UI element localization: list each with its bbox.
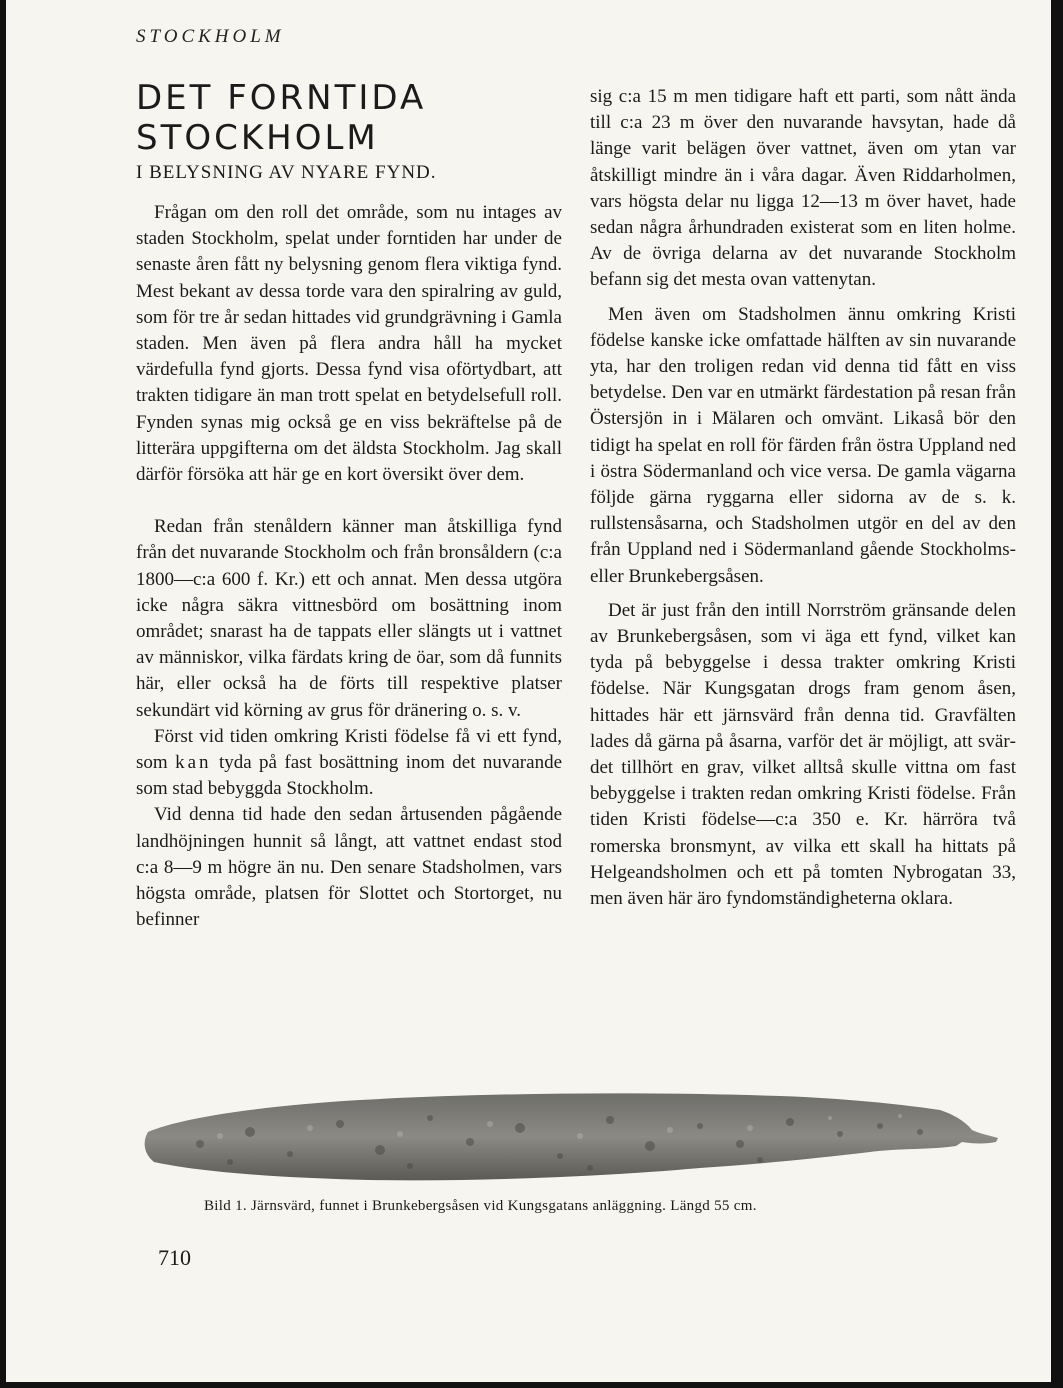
running-head: STOCKHOLM [136,26,285,47]
article-subtitle: I BELYSNING AV NYARE FYND. [136,162,437,183]
article-title: DET FORNTIDA STOCKHOLM [136,78,427,158]
page-number: 710 [158,1245,191,1270]
sword-blade [145,1093,998,1180]
figure-caption: Bild 1. Järnsvärd, funnet i Brunkebergsåsen vid Kungsgatans anläggning. Längd 55 cm. [204,1198,757,1214]
right-paragraph-3: Det är just från den intill Norrström gränsande delen av Brunkebergsåsen, som vi äga ett fynd, vilket kan tyda på bebyggelse i dessa trakter omkring Kristi födelse. När Kungsgatan drogs fram genom åsen, hittades här ett järnsvärd från denna tid. Gravfälten lades då gärna på åsarna, varför det är möjligt, att svärdet tillhört en grav, vilket alltså skulle vittna om fast bebyggelse i trakten redan omkring Kristi födelse. Från tiden Kristi födelse—c:a 350 e. Kr. härröra två romerska bronsmynt, av vilka ett skall ha hittats på Helgeandsholmen och ett på tomten Nybrogatan 33, men även här äro fyndomständigheterna oklara. [590,599,1016,910]
left-paragraph-4: Vid denna tid hade den sedan årtusenden pågående landhöjningen hunnit så långt, att vattnet endast stod c:a 8—9 m högre än nu. Den senare Stadsholmen, vars högsta område, platsen för Slottet och Stortorget, nu befinner [136,804,562,931]
scan-edge-bottom [0,1382,1063,1388]
iron-sword-photo [140,1084,1000,1194]
left-paragraph-3 [136,724,562,803]
right-paragraph-2: Men även om Stadsholmen ännu omkring Kristi födelse kanske icke omfattade hälften av sin nuvarande yta, har den troligen redan vid denna tid fått en viss betydelse. Den var en utmärkt färdestation på resan från Östersjön in i Mälaren och omvänt. Likaså bör den tidigt ha spelat en roll för färden från östra Uppland ned i östra Södermanland och vice versa. De gamla vägarna följde gärna ryggarna eller sidorna av de s. k. rullstensåsarna, och Stadsholmen utgör en del av den från Uppland ned i Södermanland gående Stockholms- eller Brunkebergsåsen. [590,303,1016,587]
scan-edge-right [1051,0,1063,1388]
paragraph-text: tyda på fast bosättning inom det nuvarande som stad bebyggda Stockholm. [136,752,563,800]
emphasized-word: kan [175,752,212,774]
scan-edge-left [0,0,6,1388]
right-paragraph-1: sig c:a 15 m men tidigare haft ett parti, som nått ända till c:a 23 m över den nuvarande havsytan, hade då länge varit belägen över vattnet, även om ytan var åtskilligt mindre än i våra dagar. Även Riddarholmen, vars högsta delar nu ligga 12—13 m över havet, hade sedan några århundraden existerat som en liten holme. Av de övriga delarna av det nuvarande Stockholm befann sig det mesta ovan vattenytan. [590,86,1016,291]
left-paragraph-1: Frågan om den roll det område, som nu intages av staden Stockholm, spelat under forntiden har under de senaste åren fått ny belysning genom flera viktiga fynd. Mest bekant av dessa torde vara den spiralring av guld, som för tre år sedan hittades vid grundgrävning i Gamla staden. Men även på flera andra håll ha mycket värdefulla fynd gjorts. Dessa fynd visa oförtydbart, att trakten tidigare än man trott spelat en betydelsefull roll. Fynden synas mig också ge en viss bekräftelse på de litterära uppgifterna om det äldsta Stockholm. Jag skall därför försöka att här ge en kort översikt över dem. [136,202,562,486]
left-paragraph-2: Redan från stenåldern känner man åtskilliga fynd från det nuvarande Stockholm och från bronsåldern (c:a 1800—c:a 600 f. Kr.) ett och annat. Men dessa utgöra icke några säkra vittnesbörd om bosättning inom området; snarast ha de tappats eller slängts ut i vattnet av människor, vilka färdats kring de öar, som då funnits här, eller också ha de förts till respektive platser sekundärt vid körning av grus för dränering o. s. v. [136,516,562,721]
left-column [136,200,562,933]
paragraph-text: Först vid tiden omkring Kristi födelse få vi ett fynd, som [136,725,562,774]
right-column [590,84,1016,912]
